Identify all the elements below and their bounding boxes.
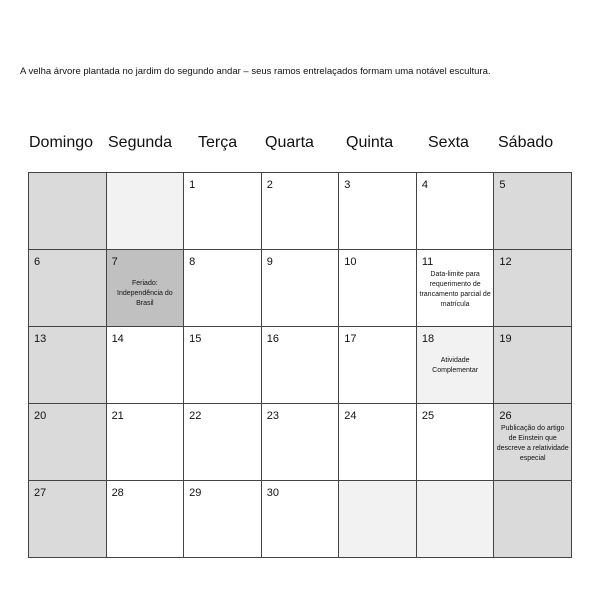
day-number: 30 xyxy=(266,487,279,499)
day-number: 22 xyxy=(189,410,202,422)
calendar-day-cell[interactable] xyxy=(339,327,417,404)
calendar-day-cell[interactable] xyxy=(494,250,572,327)
day-number: 21 xyxy=(111,410,124,422)
calendar-day-cell[interactable] xyxy=(184,250,262,327)
day-number: 23 xyxy=(266,410,279,422)
day-number: 20 xyxy=(34,410,47,422)
day-number: 6 xyxy=(34,256,41,268)
day-number: 16 xyxy=(266,333,279,345)
day-number: 15 xyxy=(189,333,202,345)
calendar-day-cell[interactable] xyxy=(339,481,417,558)
calendar-caption: A velha árvore plantada no jardim do segundo andar – seus ramos entrelaçados formam uma notável escultura. xyxy=(20,66,491,77)
weekday-quinta: Quinta xyxy=(346,134,394,151)
calendar-day-cell[interactable] xyxy=(184,404,262,481)
day-number: 8 xyxy=(189,256,196,268)
calendar-day-cell[interactable] xyxy=(29,173,107,250)
day-number: 18 xyxy=(421,333,435,345)
day-number: 19 xyxy=(499,333,512,345)
calendar-day-cell[interactable] xyxy=(107,173,185,250)
calendar-day-cell[interactable] xyxy=(339,173,417,250)
calendar-day-cell[interactable] xyxy=(339,250,417,327)
calendar-day-cell[interactable] xyxy=(262,404,340,481)
weekday-sexta: Sexta xyxy=(428,134,469,151)
weekday-header xyxy=(28,128,572,158)
calendar-day-cell[interactable] xyxy=(494,481,572,558)
calendar-day-cell[interactable] xyxy=(107,250,185,327)
day-number: 13 xyxy=(34,333,47,345)
day-number: 26 xyxy=(499,410,512,422)
calendar-day-cell[interactable] xyxy=(29,250,107,327)
calendar-day-cell[interactable] xyxy=(262,173,340,250)
calendar-day-cell[interactable] xyxy=(184,173,262,250)
calendar-day-cell[interactable] xyxy=(107,481,185,558)
calendar-day-cell[interactable] xyxy=(29,327,107,404)
day-number: 25 xyxy=(421,410,435,422)
calendar-day-cell[interactable] xyxy=(339,404,417,481)
calendar-day-cell[interactable] xyxy=(262,481,340,558)
calendar-day-cell[interactable] xyxy=(262,327,340,404)
weekday-sabado: Sábado xyxy=(498,134,554,151)
calendar-day-cell[interactable] xyxy=(107,404,185,481)
day-number: 1 xyxy=(189,179,196,191)
calendar-day-cell[interactable] xyxy=(262,250,340,327)
calendar-day-cell[interactable] xyxy=(29,404,107,481)
calendar-day-cell[interactable] xyxy=(29,481,107,558)
calendar-day-cell[interactable] xyxy=(184,481,262,558)
calendar-grid xyxy=(28,172,572,558)
day-event-note: Feriado: Independência do Brasil xyxy=(117,280,173,307)
calendar-day-cell[interactable] xyxy=(417,173,495,250)
calendar-day-cell[interactable] xyxy=(184,327,262,404)
day-number: 29 xyxy=(189,487,202,499)
calendar-day-cell[interactable] xyxy=(494,327,572,404)
day-number: 7 xyxy=(111,256,118,268)
calendar-day-cell[interactable] xyxy=(494,173,572,250)
day-number: 17 xyxy=(344,333,357,345)
day-number: 11 xyxy=(421,256,434,268)
weekday-segunda: Segunda xyxy=(108,134,173,151)
day-number: 24 xyxy=(344,410,357,422)
weekday-domingo: Domingo xyxy=(29,134,94,151)
weekday-terca: Terça xyxy=(198,134,238,151)
day-number: 9 xyxy=(266,256,273,268)
calendar-day-cell[interactable] xyxy=(417,250,495,327)
calendar-day-cell[interactable] xyxy=(107,327,185,404)
day-number: 5 xyxy=(499,179,506,191)
day-number: 3 xyxy=(344,179,351,191)
day-number: 4 xyxy=(421,179,428,191)
day-number: 10 xyxy=(344,256,357,268)
day-number: 2 xyxy=(266,179,273,191)
calendar-day-cell[interactable] xyxy=(417,481,495,558)
weekday-quarta: Quarta xyxy=(265,134,314,151)
calendar-day-cell[interactable] xyxy=(417,404,495,481)
day-number: 28 xyxy=(111,487,124,499)
day-event-note: Atividade Complementar xyxy=(432,357,479,374)
calendar-day-cell[interactable] xyxy=(417,327,495,404)
day-event-note: Data-limite para requerimento de trancamento parcial de matrícula xyxy=(419,271,491,308)
day-event-note: Publicação do artigo de Einstein que descreve a relatividade especial xyxy=(496,425,569,462)
calendar-day-cell[interactable] xyxy=(494,404,572,481)
day-number: 27 xyxy=(34,487,47,499)
day-number: 14 xyxy=(111,333,124,345)
day-number: 12 xyxy=(499,256,512,268)
